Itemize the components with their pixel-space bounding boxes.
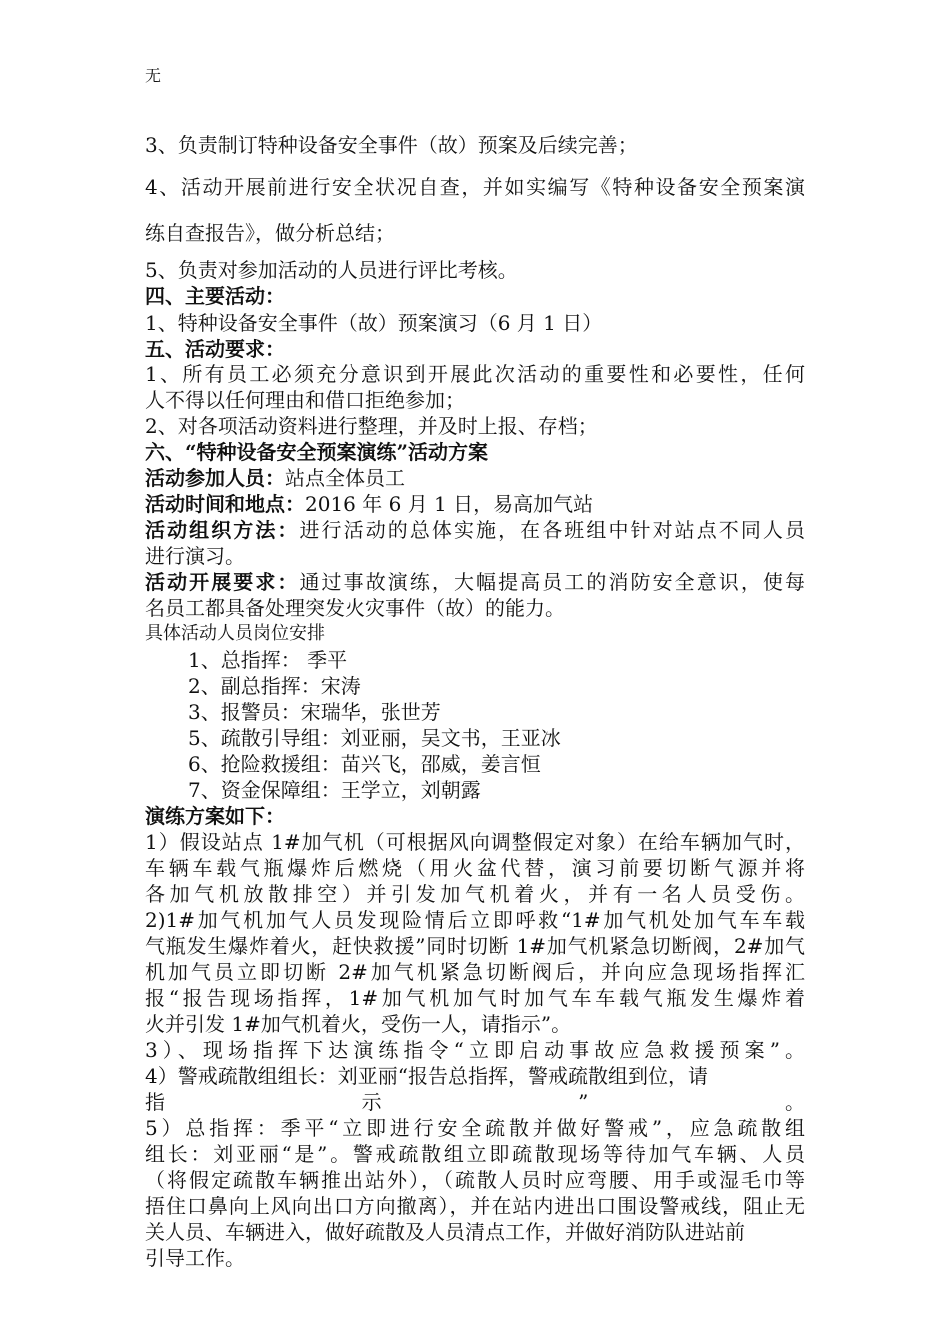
text-line bbox=[145, 1245, 245, 1271]
text-line bbox=[145, 621, 325, 647]
line-text: 6、抢险救援组：苗兴飞，邵威，姜言恒 bbox=[188, 752, 541, 776]
text-line bbox=[145, 220, 395, 246]
text-line bbox=[188, 751, 541, 777]
text-line bbox=[145, 336, 285, 362]
text-line bbox=[145, 1037, 805, 1063]
text-line bbox=[145, 257, 518, 283]
line-text: 各加气机放散排空）并引发加气机着火，并有一名人员受伤。 bbox=[145, 882, 805, 906]
line-text: 指示”。 bbox=[145, 1090, 805, 1114]
bold-label: 六、“特种设备安全预案演练”活动方案 bbox=[145, 440, 489, 464]
text-line bbox=[145, 569, 805, 595]
line-text: 7、资金保障组：王学立，刘朝露 bbox=[188, 778, 481, 802]
text-line bbox=[145, 1089, 805, 1115]
bold-label: 活动参加人员： bbox=[145, 466, 285, 490]
line-text: 3）、现场指挥下达演练指令“立即启动事故应急救援预案”。 bbox=[145, 1038, 805, 1062]
text-line bbox=[145, 959, 805, 985]
text-line bbox=[145, 803, 285, 829]
line-text: 组长：刘亚丽“是”。警戒疏散组立即疏散现场等待加气车辆、人员 bbox=[145, 1142, 805, 1166]
text-line bbox=[188, 725, 561, 751]
line-text: 机加气员立即切断 2#加气机紧急切断阀后，并向应急现场指挥汇 bbox=[145, 960, 805, 984]
line-text: 火并引发 1#加气机着火，受伤一人，请指示”。 bbox=[145, 1012, 572, 1036]
text-line bbox=[145, 1011, 571, 1037]
line-text: 5、负责对参加活动的人员进行评比考核。 bbox=[145, 258, 518, 282]
text-line bbox=[145, 829, 805, 855]
line-text: 1）假设站点 1#加气机（可根据风向调整假定对象）在给车辆加气时， bbox=[145, 830, 805, 854]
bold-label: 演练方案如下： bbox=[145, 804, 285, 828]
text-line bbox=[145, 1063, 708, 1089]
line-text: 报“报告现场指挥，1#加气机加气时加气车车载气瓶发生爆炸着 bbox=[145, 986, 805, 1010]
line-text: 引导工作。 bbox=[145, 1246, 245, 1270]
text-line bbox=[145, 387, 465, 413]
text-line bbox=[188, 699, 441, 725]
text-line bbox=[145, 1167, 805, 1193]
line-text: 通过事故演练，大幅提高员工的消防安全意识，使每 bbox=[299, 570, 806, 594]
line-text: 1、总指挥： 季平 bbox=[188, 648, 348, 672]
text-line bbox=[145, 855, 805, 881]
bold-label: 四、主要活动： bbox=[145, 284, 285, 308]
text-line bbox=[145, 132, 638, 158]
text-line bbox=[145, 881, 805, 907]
line-text: 3、负责制订特种设备安全事件（故）预案及后续完善； bbox=[145, 133, 638, 157]
text-line bbox=[145, 1193, 805, 1219]
line-text: 2)1#加气机加气人员发现险情后立即呼救“1#加气机处加气车车载 bbox=[145, 908, 805, 932]
text-line bbox=[145, 174, 805, 200]
text-line bbox=[145, 907, 805, 933]
line-text: 具体活动人员岗位安排 bbox=[145, 623, 325, 644]
bold-label: 活动开展要求： bbox=[145, 570, 300, 594]
bold-label: 活动组织方法： bbox=[145, 518, 300, 542]
bold-label: 五、活动要求： bbox=[145, 337, 285, 361]
line-text: 1、所有员工必须充分意识到开展此次活动的重要性和必要性，任何 bbox=[145, 362, 805, 386]
line-text: 进行活动的总体实施，在各班组中针对站点不同人员 bbox=[299, 518, 806, 542]
line-text: 5）总指挥：季平“立即进行安全疏散并做好警戒”，应急疏散组 bbox=[145, 1116, 805, 1140]
text-line bbox=[145, 439, 488, 465]
line-text: 2、对各项活动资料进行整理，并及时上报、存档； bbox=[145, 414, 598, 438]
text-line bbox=[145, 517, 805, 543]
line-text: 进行演习。 bbox=[145, 544, 245, 568]
text-line bbox=[188, 777, 481, 803]
text-line bbox=[145, 1219, 745, 1245]
line-text: 名员工都具备处理突发火灾事件（故）的能力。 bbox=[145, 596, 565, 620]
line-text: （将假定疏散车辆推出站外），（疏散人员时应弯腰、用手或湿毛巾等 bbox=[145, 1168, 805, 1192]
line-text: 5、疏散引导组：刘亚丽，吴文书，王亚冰 bbox=[188, 726, 561, 750]
line-text: 练自查报告》，做分析总结； bbox=[145, 221, 395, 245]
text-line bbox=[145, 985, 805, 1011]
text-line bbox=[145, 491, 593, 517]
line-text: 2016 年 6 月 1 日，易高加气站 bbox=[305, 492, 594, 516]
line-text: 3、报警员：宋瑞华，张世芳 bbox=[188, 700, 441, 724]
text-line bbox=[145, 310, 602, 336]
text-line bbox=[145, 413, 598, 439]
line-text: 气瓶发生爆炸着火，赶快救援”同时切断 1#加气机紧急切断阀，2#加气 bbox=[145, 934, 805, 958]
page-header: 无 bbox=[145, 66, 162, 85]
text-line bbox=[145, 543, 245, 569]
line-text: 4、活动开展前进行安全状况自查，并如实编写《特种设备安全预案演 bbox=[145, 175, 805, 199]
line-text: 人不得以任何理由和借口拒绝参加； bbox=[145, 388, 465, 412]
text-line bbox=[188, 673, 361, 699]
text-line bbox=[145, 465, 405, 491]
bold-label: 活动时间和地点： bbox=[145, 492, 305, 516]
line-text: 4）警戒疏散组组长：刘亚丽“报告总指挥，警戒疏散组到位，请 bbox=[145, 1064, 708, 1088]
line-text: 站点全体员工 bbox=[285, 466, 405, 490]
text-line bbox=[145, 283, 285, 309]
text-line bbox=[188, 647, 347, 673]
line-text: 捂住口鼻向上风向出口方向撤离），并在站内进出口围设警戒线，阻止无 bbox=[145, 1194, 805, 1218]
text-line bbox=[145, 1141, 805, 1167]
line-text: 车辆车载气瓶爆炸后燃烧（用火盆代替，演习前要切断气源并将 bbox=[145, 856, 805, 880]
text-line bbox=[145, 1115, 805, 1141]
text-line bbox=[145, 361, 805, 387]
text-line bbox=[145, 595, 565, 621]
line-text: 关人员、车辆进入，做好疏散及人员清点工作，并做好消防队进站前 bbox=[145, 1220, 745, 1244]
text-line bbox=[145, 933, 805, 959]
line-text: 2、副总指挥：宋涛 bbox=[188, 674, 361, 698]
line-text: 1、特种设备安全事件（故）预案演习（6 月 1 日） bbox=[145, 311, 603, 335]
